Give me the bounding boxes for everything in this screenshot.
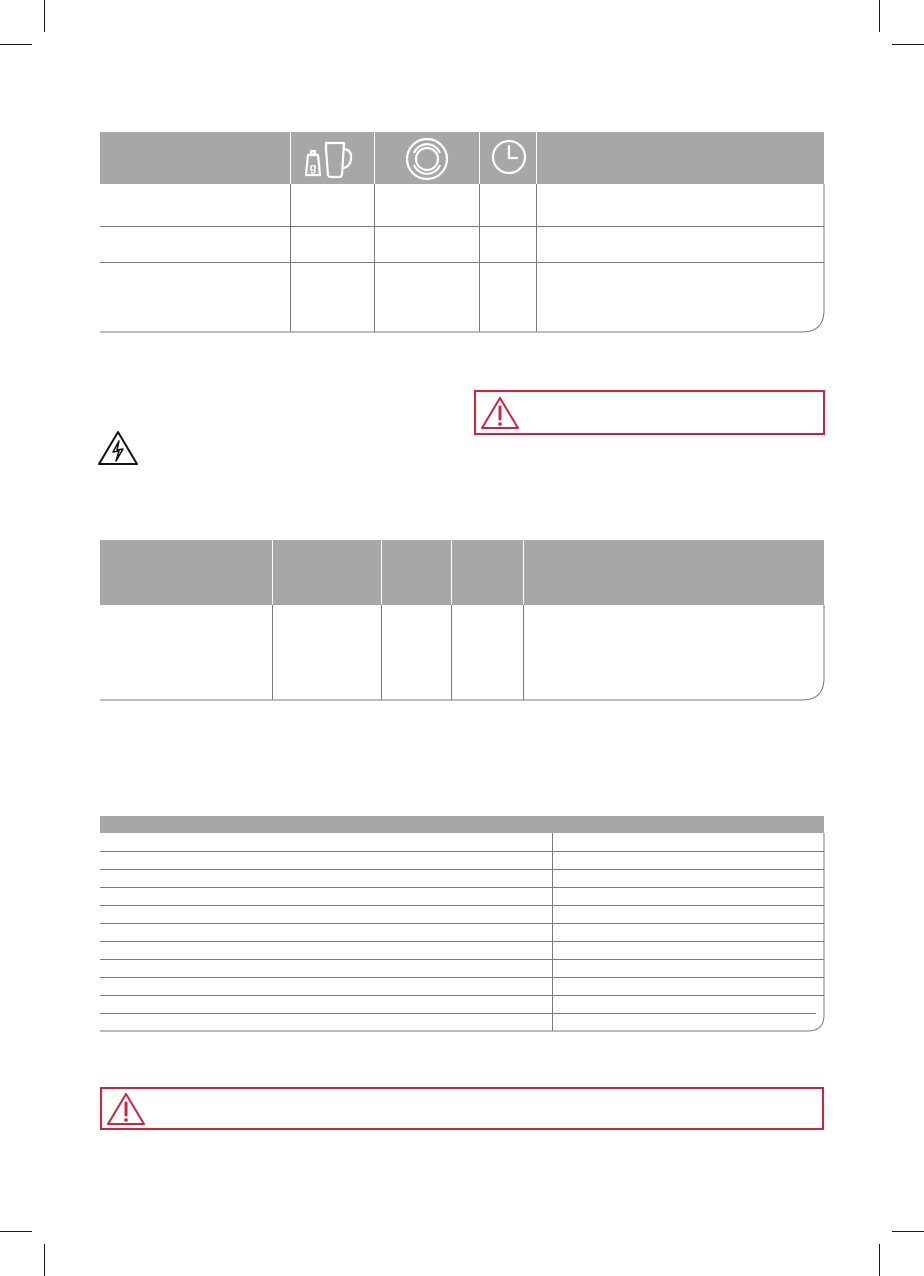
table-row — [100, 227, 824, 262]
warning-box — [474, 390, 825, 435]
warning-box-bottom — [100, 1087, 824, 1130]
table-row — [100, 606, 824, 700]
speed-dial-icon — [404, 136, 450, 182]
caution-triangle-icon — [106, 1092, 146, 1126]
table-row — [100, 185, 824, 226]
table-header — [100, 816, 824, 833]
table-header — [100, 540, 824, 605]
electric-shock-icon — [97, 430, 139, 466]
weight-glyph: g — [309, 162, 317, 174]
caution-triangle-icon — [480, 396, 520, 430]
clock-icon — [490, 138, 528, 176]
weight-and-jug-icon — [300, 137, 364, 181]
table-row — [100, 263, 824, 332]
table-header — [100, 132, 824, 184]
